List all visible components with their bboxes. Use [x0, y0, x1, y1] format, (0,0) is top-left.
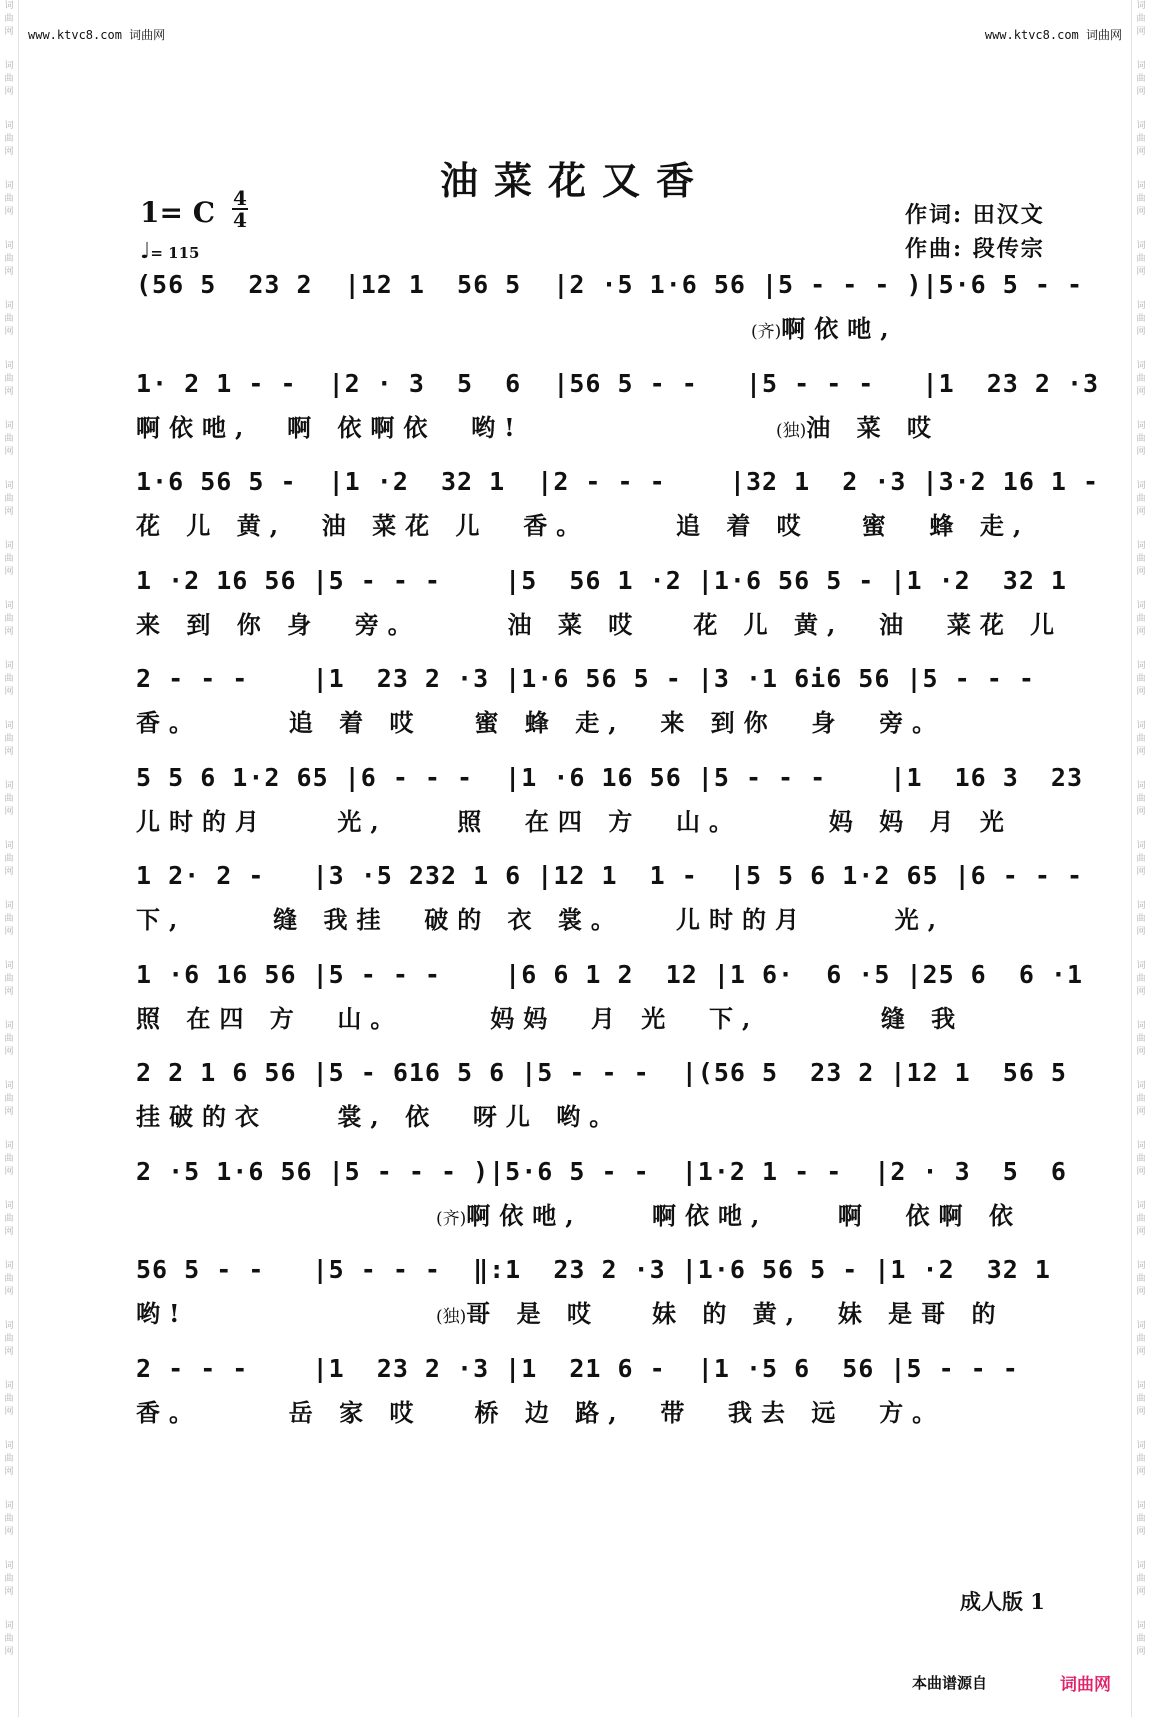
barline-decor	[136, 1155, 1084, 1195]
side-watermark-text: 词 曲 网	[4, 1, 14, 37]
side-watermark-text: 词 曲 网	[1136, 121, 1146, 157]
side-watermark-text: 词 曲 网	[4, 1501, 14, 1537]
lyric-line	[136, 708, 1076, 738]
time-signature	[232, 188, 248, 230]
lyric-text-after-tag: 哥 是 哎 妹 的 黄, 妹 是哥 的	[466, 1299, 1005, 1328]
barline-decor	[136, 564, 1084, 604]
side-watermark-text: 词 曲 网	[4, 841, 14, 877]
notation-line: 2 ·5 1·6 56 |5 - - - )|5·6 5 - - |1·2 1 - - |2 · 3 5 6	[136, 1156, 1084, 1186]
barline-decor	[136, 859, 1100, 899]
meter-top: 4	[233, 186, 247, 210]
notation-line: 1 2· 2 - |3 ·5 232 1 6 |12 1 1 - |5 5 6 1·2 65 |6 - - -	[136, 861, 1100, 890]
barline-decor	[136, 662, 1076, 702]
lyric-tail	[751, 314, 898, 347]
lyric-text: 下, 缝 我挂 破的 衣 裳。 儿时的月 光,	[136, 905, 946, 934]
barline-decor	[136, 268, 1100, 308]
lyric-line	[136, 905, 1076, 935]
side-watermark-text: 词 曲 网	[4, 481, 14, 517]
lyric-text: 来 到 你 身 旁。 油 菜 哎 花 儿 黄, 油 菜花 儿	[136, 609, 1064, 639]
side-watermark-text: 词 曲 网	[4, 601, 14, 637]
left-watermark-strip	[2, 0, 16, 1717]
side-watermark-text: 词 曲 网	[4, 1561, 14, 1597]
side-watermark-text: 词 曲 网	[1136, 1, 1146, 37]
notation-line: 1·6 56 5 - |1 ·2 32 1 |2 - - - |32 1 2 ·3 |3·2 16 1 -	[136, 467, 1116, 496]
lyric-tail	[436, 1299, 1005, 1332]
side-watermark-text: 词 曲 网	[1136, 1561, 1146, 1597]
side-watermark-text: 词 曲 网	[1136, 1321, 1146, 1357]
header-watermark-right: www.ktvc8.com 词曲网	[984, 28, 1122, 42]
lyric-text: 花 儿 黄, 油 菜花 儿 香。 追 着 哎 蜜 蜂 走,	[136, 511, 1031, 540]
right-margin-line	[1131, 0, 1132, 1717]
notation-line: 5 5 6 1·2 65 |6 - - - |1 ·6 16 56 |5 - - - |1 16 3 23	[136, 762, 1100, 792]
side-watermark-text: 词 曲 网	[4, 781, 14, 817]
side-watermark-text: 词 曲 网	[4, 661, 14, 697]
lyric-line	[136, 610, 1076, 640]
side-watermark-text: 词 曲 网	[4, 961, 14, 997]
side-watermark-text: 词 曲 网	[1136, 841, 1146, 877]
voice-tag: (齐)	[751, 322, 782, 342]
notation-line: 2 2 1 6 56 |5 - 616 5 6 |5 - - - |(56 5 23 2 |12 1 56 5	[136, 1058, 1084, 1087]
side-watermark-text: 词 曲 网	[4, 121, 14, 157]
lyric-text-after-tag: 油 菜 哎	[806, 412, 940, 442]
quarter-note-icon: ♩	[140, 238, 151, 264]
side-watermark-text: 词 曲 网	[4, 541, 14, 577]
source-label: 本曲谱源自	[912, 1674, 988, 1692]
barline-decor	[136, 367, 1116, 407]
lyricist-credit: 作词: 田汉文	[905, 202, 1045, 228]
lyric-text: 儿时的月 光, 照 在四 方 山。 妈 妈 月 光	[136, 806, 1013, 836]
side-watermark-text: 词 曲 网	[4, 181, 14, 217]
lyric-line	[136, 1398, 1076, 1428]
composer-credit: 作曲: 段传宗	[905, 236, 1045, 262]
notation-line: (56 5 23 2 |12 1 56 5 |2 ·5 1·6 56 |5 - - - )|5·6 5 - -	[136, 270, 1100, 299]
side-watermark-text: 词 曲 网	[4, 1321, 14, 1357]
voice-tag: (齐)	[436, 1208, 467, 1229]
side-watermark-text: 词 曲 网	[1136, 61, 1146, 97]
side-watermark-text: 词 曲 网	[1136, 1381, 1146, 1417]
side-watermark-text: 词 曲 网	[4, 61, 14, 97]
side-watermark-text: 词 曲 网	[4, 901, 14, 937]
side-watermark-text: 词 曲 网	[1136, 721, 1146, 757]
side-watermark-text: 词 曲 网	[1136, 961, 1146, 997]
header-watermark-left: www.ktvc8.com 词曲网	[28, 28, 166, 42]
side-watermark-text: 词 曲 网	[4, 1261, 14, 1297]
lyric-text: 照 在四 方 山。 妈妈 月 光 下, 缝 我	[136, 1003, 965, 1033]
side-watermark-text: 词 曲 网	[4, 1441, 14, 1477]
site-logo: 词曲网	[1060, 1675, 1111, 1695]
right-watermark-strip	[1134, 0, 1148, 1717]
side-watermark-text: 词 曲 网	[1136, 1081, 1146, 1117]
side-watermark-text: 词 曲 网	[1136, 181, 1146, 217]
lyric-text: 香。 岳 家 哎 桥 边 路, 带 我去 远 方。	[136, 1397, 946, 1427]
side-watermark-text: 词 曲 网	[4, 1621, 14, 1657]
side-watermark-text: 词 曲 网	[1136, 1201, 1146, 1237]
lyric-line	[136, 413, 1076, 443]
side-watermark-text: 词 曲 网	[4, 421, 14, 457]
side-watermark-text: 词 曲 网	[1136, 1621, 1146, 1657]
barline-decor	[136, 1352, 1076, 1392]
side-watermark-text: 词 曲 网	[1136, 1141, 1146, 1177]
side-watermark-text: 词 曲 网	[1136, 1501, 1146, 1537]
side-watermark-text: 词 曲 网	[1136, 781, 1146, 817]
notation-line: 1 ·6 16 56 |5 - - - |6 6 1 2 12 |1 6· 6 ·5 |25 6 6 ·1	[136, 959, 1100, 989]
side-watermark-text: 词 曲 网	[1136, 601, 1146, 637]
side-watermark-text: 词 曲 网	[4, 1381, 14, 1417]
side-watermark-text: 词 曲 网	[1136, 421, 1146, 457]
notation-line: 1 ·2 16 56 |5 - - - |5 56 1 ·2 |1·6 56 5 - |1 ·2 32 1	[136, 565, 1084, 595]
side-watermark-text: 词 曲 网	[1136, 541, 1146, 577]
side-watermark-text: 词 曲 网	[1136, 481, 1146, 517]
side-watermark-text: 词 曲 网	[4, 361, 14, 397]
voice-tag: (独)	[436, 1307, 467, 1327]
notation-line: 2 - - - |1 23 2 ·3 |1 21 6 - |1 ·5 6 56 |5 - - -	[136, 1353, 1051, 1383]
lyric-text-after-tag: 啊依吔,	[781, 314, 898, 343]
voice-tag: (独)	[776, 420, 807, 441]
lyric-line	[136, 1299, 1076, 1329]
side-watermark-text: 词 曲 网	[1136, 1261, 1146, 1297]
edition-label: 成人版 1	[960, 1589, 1045, 1614]
notation-line: 1· 2 1 - - |2 · 3 5 6 |56 5 - - |5 - - - |1 23 2 ·3	[136, 368, 1116, 398]
side-watermark-text: 词 曲 网	[4, 1141, 14, 1177]
lyric-text: 香。 追 着 哎 蜜 蜂 走, 来 到你 身 旁。	[136, 708, 946, 737]
side-watermark-text: 词 曲 网	[1136, 241, 1146, 277]
lyric-line	[136, 807, 1076, 837]
tempo-value: = 115	[150, 244, 200, 262]
side-watermark-text: 词 曲 网	[4, 1021, 14, 1057]
side-watermark-text: 词 曲 网	[4, 241, 14, 277]
barline-decor	[136, 1056, 1084, 1096]
key-signature: 1= C	[140, 196, 215, 229]
lyric-text: 挂破的衣 裳, 依 呀儿 哟。	[136, 1102, 623, 1131]
meter-bottom: 4	[233, 208, 247, 232]
barline-decor	[136, 761, 1100, 801]
side-watermark-text: 词 曲 网	[4, 721, 14, 757]
notation-line: 2 - - - |1 23 2 ·3 |1·6 56 5 - |3 ·1 6i6 56 |5 - - -	[136, 664, 1067, 693]
notation-line: 56 5 - - |5 - - - ‖:1 23 2 ·3 |1·6 56 5 - |1 ·2 32 1	[136, 1255, 1067, 1284]
lyric-tail	[436, 1201, 1022, 1234]
tempo-marking	[140, 238, 200, 264]
barline-decor	[136, 958, 1100, 998]
side-watermark-text: 词 曲 网	[1136, 1021, 1146, 1057]
side-watermark-text: 词 曲 网	[4, 1081, 14, 1117]
side-watermark-text: 词 曲 网	[1136, 1441, 1146, 1477]
lyric-text: 啊依吔, 啊 依啊依 哟!	[136, 412, 524, 442]
side-watermark-text: 词 曲 网	[1136, 661, 1146, 697]
song-title: 油菜花又香	[439, 158, 710, 203]
lyric-tail	[776, 413, 940, 446]
side-watermark-text: 词 曲 网	[1136, 361, 1146, 397]
side-watermark-text: 词 曲 网	[4, 301, 14, 337]
side-watermark-text: 词 曲 网	[4, 1201, 14, 1237]
left-margin-line	[18, 0, 19, 1717]
side-watermark-text: 词 曲 网	[1136, 301, 1146, 337]
lyric-line	[136, 1004, 1076, 1034]
lyric-line	[136, 511, 1076, 541]
lyric-line	[136, 1102, 1076, 1132]
barline-decor	[136, 465, 1116, 505]
side-watermark-text: 词 曲 网	[1136, 901, 1146, 937]
lyric-text: 哟!	[136, 1299, 189, 1328]
barline-decor	[136, 1253, 1076, 1293]
lyric-text-after-tag: 啊依吔, 啊依吔, 啊 依啊 依	[466, 1200, 1022, 1230]
